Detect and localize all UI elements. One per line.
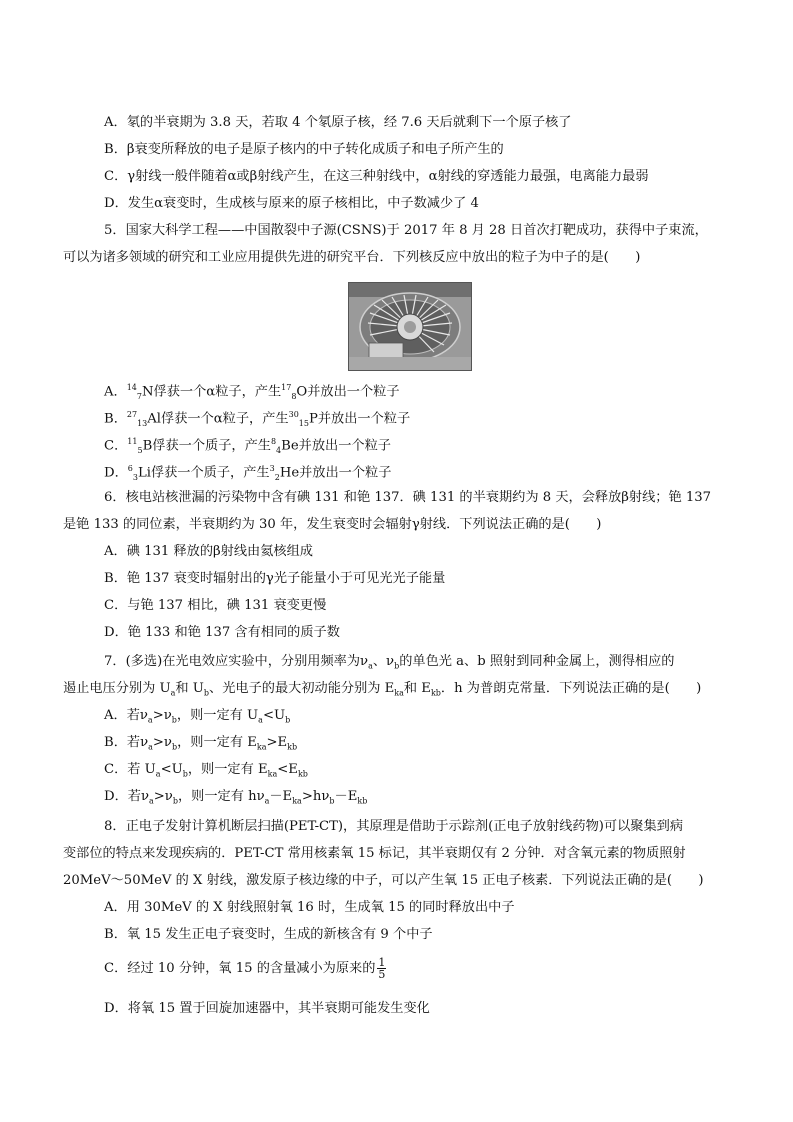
csns-photo [348, 282, 472, 371]
q6-option-c: C．与铯 137 相比，碘 131 衰变更慢 [104, 598, 327, 613]
q8-option-c: C．经过 10 分钟，氧 15 的含量减小为原来的 $\frac{1}{5}$ [104, 956, 386, 981]
q7-option-a: A．若$\nu_a>\nu_b$，则一定有 $U_a<U_b$ [104, 708, 291, 725]
q6-option-a: A．碘 131 释放的β射线由氦核组成 [104, 544, 313, 559]
fraction-one-fifth: $\frac{1}{5}$ [378, 956, 386, 981]
q7-stem-line1: 7．(多选)在光电效应实验中，分别用频率为$\nu_a$、$\nu_b$的单色光 a、b 照射到同种金属上，测得相应的 [104, 654, 675, 671]
q8-option-d: D．将氧 15 置于回旋加速器中，其半衰期可能发生变化 [104, 1001, 430, 1016]
q5-option-c: C．$^{11}_5$B俘获一个质子，产生$^8_4$Be并放出一个粒子 [104, 437, 391, 456]
q4-option-d: D．发生α衰变时，生成核与原来的原子核相比，中子数减少了 4 [104, 196, 479, 211]
q5-option-d: D．$^6_3$Li俘获一个质子，产生$^3_2$He并放出一个粒子 [104, 464, 392, 483]
q4-option-c: C．γ射线一般伴随着α或β射线产生，在这三种射线中，α射线的穿透能力最强，电离能力最弱 [104, 169, 649, 184]
q8-option-a: A．用 30MeV 的 X 射线照射氧 16 时，生成氧 15 的同时释放出中子 [104, 900, 515, 915]
csns-target-station-image [349, 283, 471, 370]
q6-option-d: D．铯 133 和铯 137 含有相同的质子数 [104, 625, 340, 640]
q7-option-d: D．若$\nu_a>\nu_b$，则一定有 $h\nu_a-E_{ka}>h\nu_b-E_{kb}$ [104, 789, 368, 806]
q8-stem-line3: 20MeV～50MeV 的 X 射线，激发原子核边缘的中子，可以产生氧 15 正电子核素．下列说法正确的是( ) [63, 873, 704, 888]
q6-option-b: B．铯 137 衰变时辐射出的γ光子能量小于可见光光子能量 [104, 571, 446, 586]
q5-option-a: A．$^{14}_7$N俘获一个α粒子，产生$^{17}_8$O并放出一个粒子 [104, 383, 400, 402]
q4-option-b: B．β衰变所释放的电子是原子核内的中子转化成质子和电子所产生的 [104, 142, 504, 157]
q5-stem-line2: 可以为诸多领域的研究和工业应用提供先进的研究平台．下列核反应中放出的粒子为中子的是( ) [63, 250, 641, 265]
q7-stem-line2: 遏止电压分别为 $U_a$和 $U_b$、光电子的最大初动能分别为 $E_{ka}$和 $E_{kb}$．h 为普朗克常量．下列说法正确的是( ) [63, 681, 702, 698]
q8-stem-line1: 8．正电子发射计算机断层扫描(PET-CT)，其原理是借助于示踪剂(正电子放射线药物)可以聚集到病 [104, 819, 684, 834]
q5-stem-line1: 5．国家大科学工程——中国散裂中子源(CSNS)于 2017 年 8 月 28 日首次打靶成功，获得中子束流， [104, 223, 708, 238]
q5-option-b: B．$^{27}_{13}$Al俘获一个α粒子，产生$^{30}_{15}$P并放出一个粒子 [104, 410, 411, 429]
q6-stem-line1: 6．核电站核泄漏的污染物中含有碘 131 和铯 137．碘 131 的半衰期约为 8 天，会释放β射线；铯 137 [104, 490, 711, 505]
q8-option-b: B．氧 15 发生正电子衰变时，生成的新核含有 9 个中子 [104, 927, 433, 942]
q7-option-b: B．若$\nu_a>\nu_b$，则一定有 $E_{ka}>E_{kb}$ [104, 735, 298, 752]
q6-stem-line2: 是铯 133 的同位素，半衰期约为 30 年，发生衰变时会辐射γ射线．下列说法正确的是( ) [63, 517, 602, 532]
q8-stem-line2: 变部位的特点来发现疾病的．PET-CT 常用核素氧 15 标记，其半衰期仅有 2 分钟．对含氧元素的物质照射 [63, 846, 686, 861]
q4-option-a: A．氡的半衰期为 3.8 天，若取 4 个氡原子核，经 7.6 天后就剩下一个原子核了 [104, 115, 572, 130]
q7-option-c: C．若 $U_a<U_b$，则一定有 $E_{ka}<E_{kb}$ [104, 762, 308, 779]
